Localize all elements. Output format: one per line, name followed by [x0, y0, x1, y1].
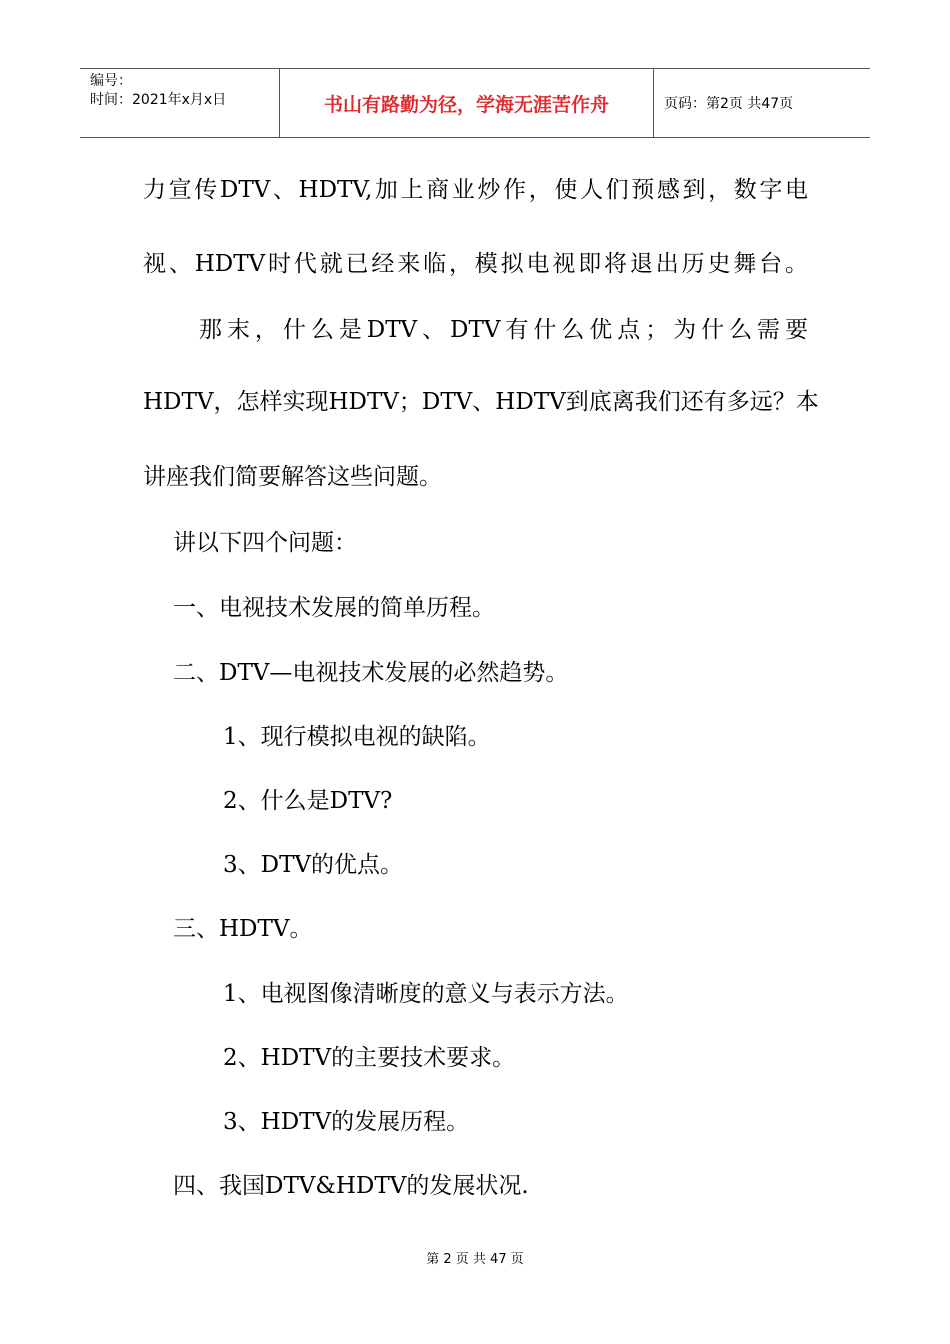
header-page-info: 页码：第2页 共47页	[664, 96, 794, 112]
outline-item-2-1: 1、现行模拟电视的缺陷。	[223, 724, 491, 750]
header-meta	[80, 69, 280, 137]
outline-item-1: 一、电视技术发展的简单历程。	[173, 595, 495, 621]
outline-item-2: 二、DTV—电视技术发展的必然趋势。	[173, 660, 569, 686]
time-label: 时间：2021年x月x日	[90, 92, 227, 108]
body-line-1: 力宣传DTV、HDTV,加上商业炒作，使人们预感到，数字电	[143, 177, 808, 203]
outline-item-3-1: 1、电视图像清晰度的意义与表示方法。	[223, 981, 629, 1007]
page-footer: 第 2 页 共 47 页	[426, 1252, 524, 1267]
outline-item-3-3: 3、HDTV的发展历程。	[223, 1109, 470, 1135]
outline-item-2-3: 3、DTV的优点。	[223, 852, 404, 878]
outline-item-3: 三、HDTV。	[173, 916, 313, 942]
number-label: 编号：	[90, 73, 132, 89]
page-header	[80, 68, 870, 138]
body-line-3: 那末，什么是DTV、DTV有什么优点；为什么需要	[199, 317, 808, 343]
body-line-5: 讲座我们简要解答这些问题。	[143, 464, 442, 490]
body-line-2: 视、HDTV时代就已经来临，模拟电视即将退出历史舞台。	[143, 251, 808, 277]
header-motto: 书山有路勤为径，学海无涯苦作舟	[280, 69, 654, 137]
outline-item-4: 四、我国DTV&HDTV的发展状况.	[173, 1173, 529, 1199]
body-line-4: HDTV，怎样实现HDTV；DTV、HDTV到底离我们还有多远？本	[143, 389, 819, 415]
outline-item-3-2: 2、HDTV的主要技术要求。	[223, 1045, 516, 1071]
outline-intro: 讲以下四个问题：	[173, 530, 357, 556]
outline-item-2-2: 2、什么是DTV?	[223, 788, 393, 814]
